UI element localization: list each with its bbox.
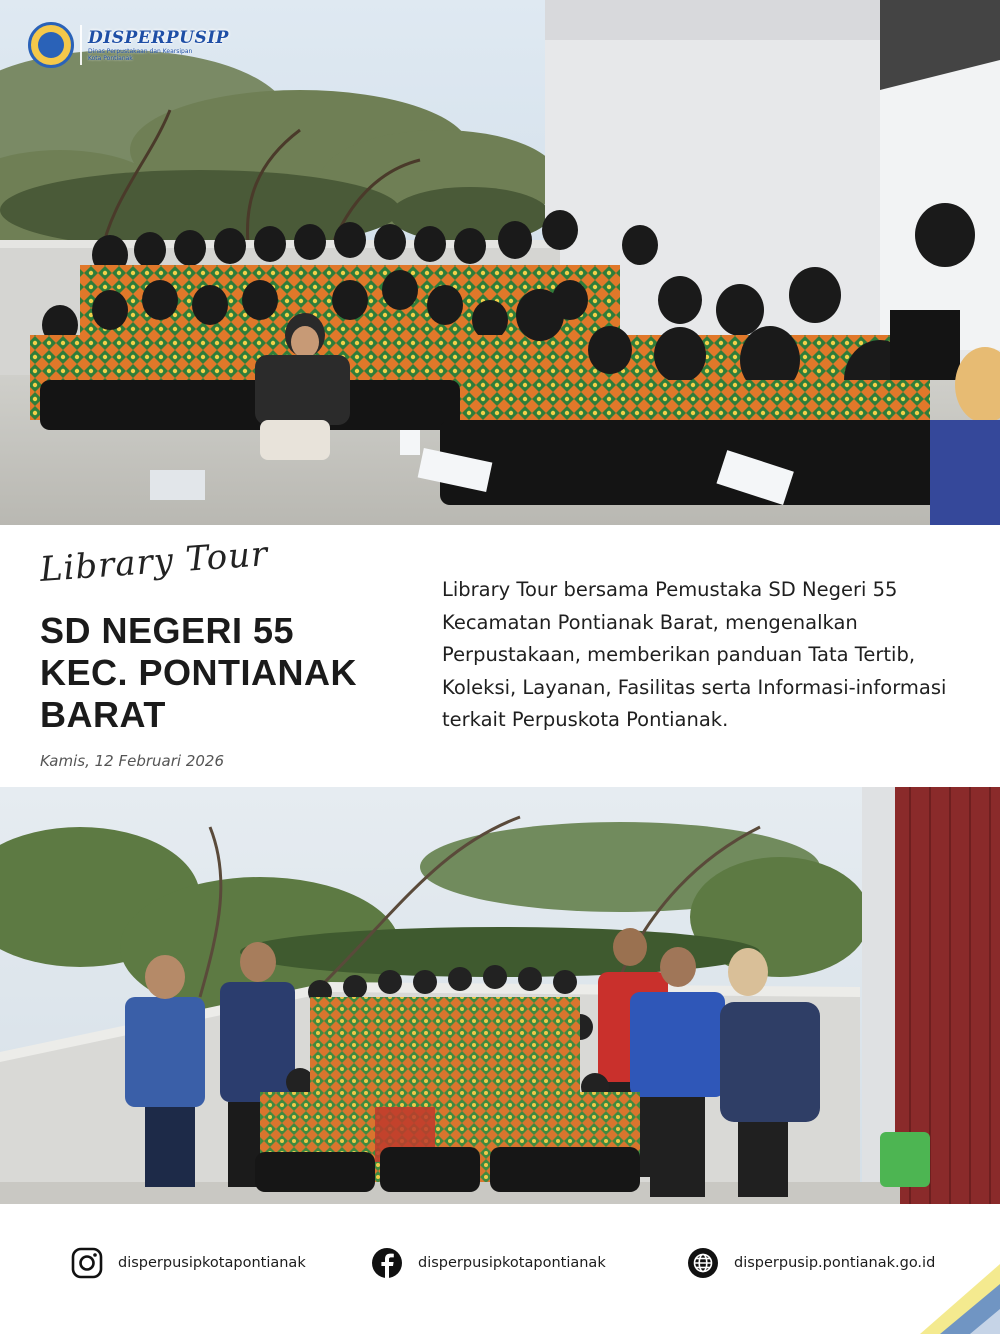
facebook-handle: disperpusipkotapontianak xyxy=(418,1255,606,1271)
facebook-icon xyxy=(370,1246,404,1280)
instagram-link[interactable] xyxy=(70,1246,306,1280)
event-description: Library Tour bersama Pemustaka SD Negeri 55 Kecamatan Pontianak Barat, mengenalkan Perpustakaan, memberikan panduan Tata Tertib, Koleksi, Layanan, Fasilitas serta Informasi-informasi terkait Perpuskota Pontianak. xyxy=(442,578,947,732)
pontianak-emblem-icon xyxy=(28,22,74,68)
facebook-link[interactable] xyxy=(370,1246,606,1280)
event-date: Kamis, 12 Februari 2026 xyxy=(40,752,224,770)
bottom-group-photo xyxy=(0,787,1000,1204)
globe-icon xyxy=(686,1246,720,1280)
event-title xyxy=(40,610,410,736)
event-title-line-2: KEC. PONTIANAK xyxy=(40,652,358,693)
corner-decoration xyxy=(880,1204,1000,1334)
instagram-handle: disperpusipkotapontianak xyxy=(118,1255,306,1271)
website-url: disperpusip.pontianak.go.id xyxy=(734,1255,936,1271)
logo-name: DISPERPUSIP xyxy=(88,28,229,48)
disperpusip-logo xyxy=(28,22,229,68)
logo-divider xyxy=(80,25,82,65)
instagram-icon xyxy=(70,1246,104,1280)
event-title-line-3: BARAT xyxy=(40,694,166,735)
logo-tagline: Dinas Perpustakaan dan Kearsipan Kota Pontianak xyxy=(88,48,193,62)
script-title: Library Tour xyxy=(38,534,270,590)
event-title-line-1: SD NEGERI 55 xyxy=(40,610,295,651)
logo-wordmark xyxy=(88,28,229,62)
top-group-photo xyxy=(0,0,1000,525)
